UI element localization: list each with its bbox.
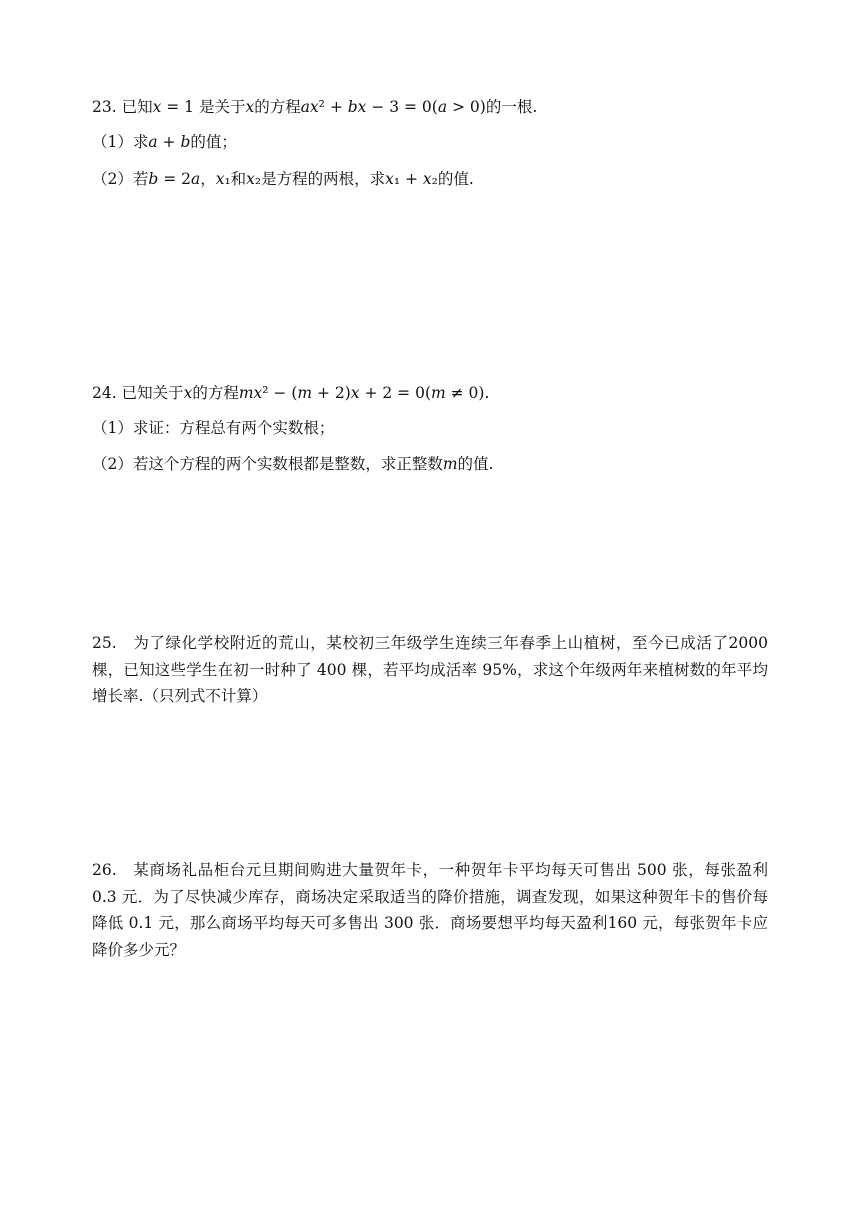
question-24-part-2: （2）若这个方程的两个实数根都是整数，求正整数𝑚的值. — [92, 455, 494, 473]
question-25-text: 25. 为了绿化学校附近的荒山，某校初三年级学生连续三年春季上山植树，至今已成活了2000 棵，已知这些学生在初一时种了 400 棵，若平均成活率 95%，求这个年级两年来植树数的年平均增长率.（只列式不计算） — [92, 634, 768, 705]
question-26-text: 26. 某商场礼品柜台元旦期间购进大量贺年卡，一种贺年卡平均每天可售出 500 张，每张盈利 0.3 元．为了尽快减少库存，商场决定采取适当的降价措施，调查发现，如果这种贺年卡的售价每降低 0.1 元，那么商场平均每天可多售出 300 张．商场要想平均每天盈利160 元，每张贺年卡应降价多少元？ — [92, 861, 768, 959]
question-24-part-1: （1）求证：方程总有两个实数根； — [92, 419, 335, 437]
question-23-stem: 23. 已知𝑥 = 1 是关于𝑥的方程𝑎𝑥² + 𝑏𝑥 − 3 = 0(𝑎 > 0)的一根. — [92, 98, 538, 116]
question-23-part-1: （1）求𝑎 + 𝑏的值； — [92, 133, 237, 151]
question-23-part-2: （2）若𝑏 = 2𝑎，𝑥₁和𝑥₂是方程的两根，求𝑥₁ + 𝑥₂的值. — [92, 170, 474, 188]
question-24-stem: 24. 已知关于𝑥的方程𝑚𝑥² − (𝑚 + 2)𝑥 + 2 = 0(𝑚 ≠ 0). — [92, 384, 490, 402]
